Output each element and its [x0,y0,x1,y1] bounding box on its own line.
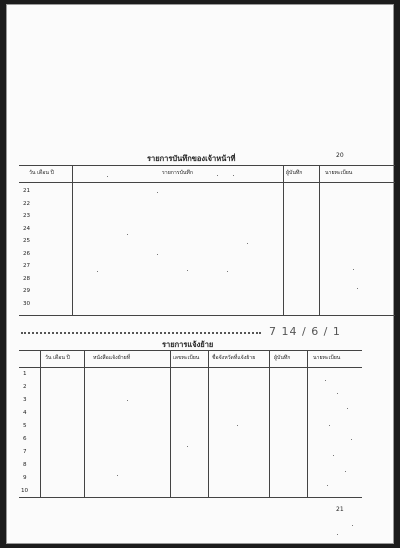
column-header-date: วัน เดือน ปี [45,355,70,361]
row-number: 1 [23,371,27,377]
column-header-date: วัน เดือน ปี [29,170,54,176]
column-header-recorder: ผู้บันทึก [274,355,291,361]
column-divider [319,165,320,315]
column-divider [269,350,270,497]
page-number-bottom: 21 [336,506,344,513]
column-header-notice: หนังสือแจ้งย้ายที่ [93,355,131,361]
row-number: 8 [23,462,27,468]
column-divider [170,350,171,497]
column-header-registrar: นายทะเบียน [325,170,353,176]
table-top-border [19,165,395,166]
table-top-border [19,350,362,351]
column-header-recorder: ผู้บันทึก [286,170,303,176]
column-divider [40,350,41,497]
row-number: 25 [23,238,31,244]
header-bottom-border [19,367,362,368]
row-number: 29 [23,288,31,294]
move-in-title: รายการแจ้งย้าย [162,340,214,349]
row-number: 6 [23,436,27,442]
column-divider [283,165,284,315]
row-number: 9 [23,475,27,481]
dotted-separator [21,332,261,334]
column-header-reg-number: เลขทะเบียน [173,355,200,361]
row-number: 26 [23,251,31,257]
row-number: 21 [23,188,31,194]
row-number: 27 [23,263,31,269]
column-divider [208,350,209,497]
column-header-province: ชื่อจังหวัดที่แจ้งย้าย [212,355,256,361]
row-number: 2 [23,384,27,390]
row-number: 5 [23,423,27,429]
column-divider [72,165,73,315]
table-bottom-border [19,497,362,498]
document-page [6,4,394,544]
row-number: 23 [23,213,31,219]
row-number: 28 [23,276,31,282]
row-number: 7 [23,449,27,455]
row-number: 10 [21,488,29,494]
column-header-registrar: นายทะเบียน [313,355,341,361]
column-divider [307,350,308,497]
table-bottom-border [19,315,395,316]
page-number-top: 20 [336,152,344,159]
row-number: 4 [23,410,27,416]
handwritten-mark: 7 14 / 6 / 1 [269,325,341,338]
row-number: 3 [23,397,27,403]
row-number: 24 [23,226,31,232]
header-bottom-border [19,182,395,183]
officer-record-title: รายการบันทึกของเจ้าหน้าที่ [147,154,236,163]
row-number: 30 [23,301,31,307]
column-header-entry: รายการบันทึก [162,170,193,176]
column-divider [84,350,85,497]
row-number: 22 [23,201,31,207]
